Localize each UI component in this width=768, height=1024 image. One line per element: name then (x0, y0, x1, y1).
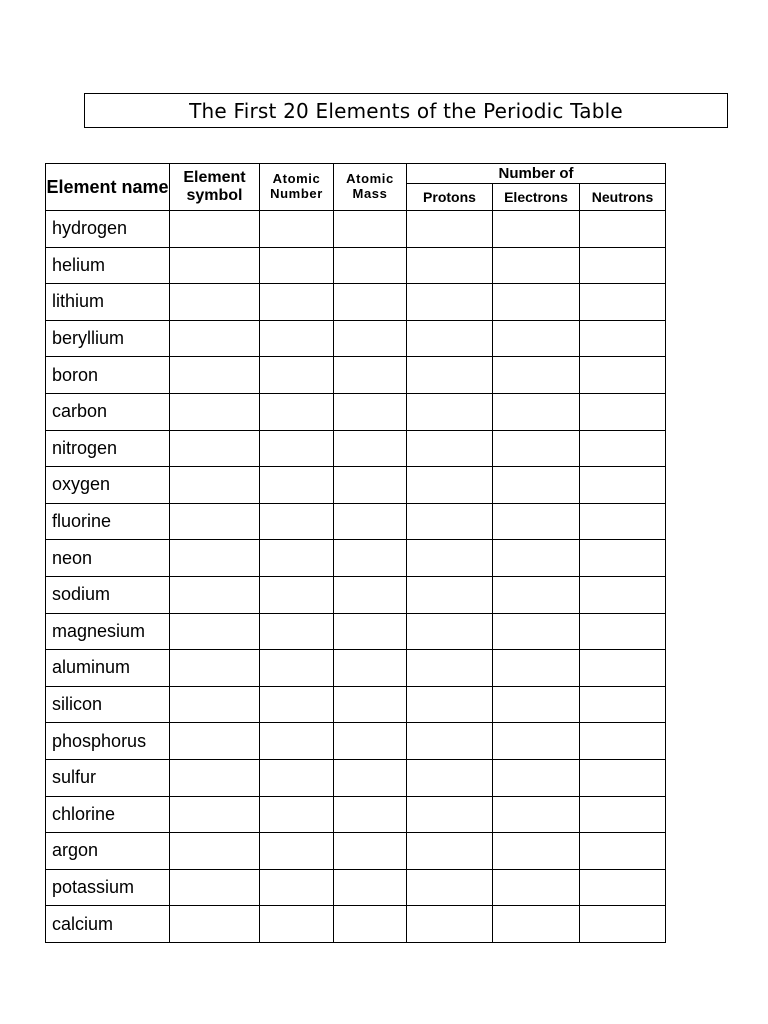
electrons-cell[interactable] (493, 430, 580, 467)
atomic-mass-cell[interactable] (334, 576, 407, 613)
neutrons-cell[interactable] (580, 467, 666, 504)
atomic-mass-cell[interactable] (334, 357, 407, 394)
neutrons-cell[interactable] (580, 723, 666, 760)
header-protons: Protons (407, 184, 493, 211)
protons-cell[interactable] (407, 357, 493, 394)
table-row (46, 357, 666, 394)
protons-cell[interactable] (407, 540, 493, 577)
atomic-mass-cell[interactable] (334, 869, 407, 906)
element-name-cell: silicon (46, 686, 170, 723)
electrons-cell[interactable] (493, 796, 580, 833)
element-name-cell: potassium (46, 869, 170, 906)
atomic-mass-cell[interactable] (334, 686, 407, 723)
table-row (46, 869, 666, 906)
symbol-cell[interactable] (170, 247, 260, 284)
electrons-cell[interactable] (493, 357, 580, 394)
table-row (46, 576, 666, 613)
electrons-cell[interactable] (493, 503, 580, 540)
atomic-number-cell[interactable] (260, 357, 334, 394)
electrons-cell[interactable] (493, 393, 580, 430)
atomic-mass-cell[interactable] (334, 833, 407, 870)
electrons-cell[interactable] (493, 723, 580, 760)
element-name-cell: nitrogen (46, 430, 170, 467)
atomic-mass-cell[interactable] (334, 906, 407, 943)
atomic-mass-cell[interactable] (334, 796, 407, 833)
electrons-cell[interactable] (493, 284, 580, 321)
element-name-cell: carbon (46, 393, 170, 430)
atomic-number-cell[interactable] (260, 503, 334, 540)
protons-cell[interactable] (407, 906, 493, 943)
header-element-name: Element name (46, 164, 170, 211)
atomic-mass-cell[interactable] (334, 503, 407, 540)
element-name-cell: sulfur (46, 759, 170, 796)
table-row (46, 686, 666, 723)
neutrons-cell[interactable] (580, 503, 666, 540)
neutrons-cell[interactable] (580, 540, 666, 577)
symbol-cell[interactable] (170, 467, 260, 504)
symbol-cell[interactable] (170, 650, 260, 687)
symbol-cell[interactable] (170, 869, 260, 906)
symbol-cell[interactable] (170, 503, 260, 540)
electrons-cell[interactable] (493, 576, 580, 613)
electrons-cell[interactable] (493, 906, 580, 943)
neutrons-cell[interactable] (580, 869, 666, 906)
protons-cell[interactable] (407, 650, 493, 687)
electrons-cell[interactable] (493, 540, 580, 577)
table-row (46, 759, 666, 796)
atomic-number-cell[interactable] (260, 906, 334, 943)
atomic-number-cell[interactable] (260, 247, 334, 284)
table-row (46, 613, 666, 650)
element-name-cell: chlorine (46, 796, 170, 833)
protons-cell[interactable] (407, 759, 493, 796)
atomic-mass-cell[interactable] (334, 320, 407, 357)
atomic-number-cell[interactable] (260, 393, 334, 430)
table-row (46, 833, 666, 870)
header-atomic-number: Atomic Number (260, 164, 334, 211)
protons-cell[interactable] (407, 247, 493, 284)
table-row (46, 284, 666, 321)
atomic-mass-cell[interactable] (334, 393, 407, 430)
header-number-of: Number of (407, 164, 666, 184)
atomic-number-cell[interactable] (260, 833, 334, 870)
atomic-number-cell[interactable] (260, 540, 334, 577)
table-row (46, 211, 666, 248)
electrons-cell[interactable] (493, 650, 580, 687)
element-name-cell: hydrogen (46, 211, 170, 248)
neutrons-cell[interactable] (580, 613, 666, 650)
element-name-cell: calcium (46, 906, 170, 943)
table-row (46, 247, 666, 284)
neutrons-cell[interactable] (580, 759, 666, 796)
header-electrons: Electrons (493, 184, 580, 211)
electrons-cell[interactable] (493, 833, 580, 870)
protons-cell[interactable] (407, 393, 493, 430)
neutrons-cell[interactable] (580, 320, 666, 357)
atomic-mass-cell[interactable] (334, 650, 407, 687)
neutrons-cell[interactable] (580, 393, 666, 430)
atomic-number-cell[interactable] (260, 320, 334, 357)
atomic-number-cell[interactable] (260, 686, 334, 723)
neutrons-cell[interactable] (580, 284, 666, 321)
neutrons-cell[interactable] (580, 211, 666, 248)
protons-cell[interactable] (407, 576, 493, 613)
protons-cell[interactable] (407, 211, 493, 248)
atomic-mass-cell[interactable] (334, 211, 407, 248)
element-name-cell: boron (46, 357, 170, 394)
table-row (46, 906, 666, 943)
element-name-cell: argon (46, 833, 170, 870)
atomic-number-cell[interactable] (260, 284, 334, 321)
atomic-mass-cell[interactable] (334, 759, 407, 796)
protons-cell[interactable] (407, 320, 493, 357)
symbol-cell[interactable] (170, 430, 260, 467)
symbol-cell[interactable] (170, 576, 260, 613)
table-row (46, 650, 666, 687)
protons-cell[interactable] (407, 869, 493, 906)
atomic-mass-cell[interactable] (334, 467, 407, 504)
atomic-number-cell[interactable] (260, 467, 334, 504)
table-row (46, 467, 666, 504)
table-row (46, 723, 666, 760)
neutrons-cell[interactable] (580, 906, 666, 943)
table-row (46, 320, 666, 357)
symbol-cell[interactable] (170, 211, 260, 248)
symbol-cell[interactable] (170, 833, 260, 870)
electrons-cell[interactable] (493, 247, 580, 284)
atomic-mass-cell[interactable] (334, 723, 407, 760)
symbol-cell[interactable] (170, 357, 260, 394)
atomic-number-cell[interactable] (260, 869, 334, 906)
symbol-cell[interactable] (170, 540, 260, 577)
symbol-cell[interactable] (170, 320, 260, 357)
elements-table (45, 163, 666, 943)
element-name-cell: magnesium (46, 613, 170, 650)
symbol-cell[interactable] (170, 284, 260, 321)
atomic-number-cell[interactable] (260, 650, 334, 687)
neutrons-cell[interactable] (580, 686, 666, 723)
protons-cell[interactable] (407, 613, 493, 650)
neutrons-cell[interactable] (580, 247, 666, 284)
atomic-number-cell[interactable] (260, 759, 334, 796)
electrons-cell[interactable] (493, 320, 580, 357)
atomic-mass-cell[interactable] (334, 247, 407, 284)
protons-cell[interactable] (407, 430, 493, 467)
neutrons-cell[interactable] (580, 650, 666, 687)
protons-cell[interactable] (407, 467, 493, 504)
neutrons-cell[interactable] (580, 576, 666, 613)
element-name-cell: fluorine (46, 503, 170, 540)
atomic-number-cell[interactable] (260, 613, 334, 650)
electrons-cell[interactable] (493, 211, 580, 248)
electrons-cell[interactable] (493, 467, 580, 504)
atomic-mass-cell[interactable] (334, 430, 407, 467)
element-name-cell: helium (46, 247, 170, 284)
table-row (46, 796, 666, 833)
table-row (46, 393, 666, 430)
electrons-cell[interactable] (493, 759, 580, 796)
atomic-number-cell[interactable] (260, 430, 334, 467)
neutrons-cell[interactable] (580, 357, 666, 394)
element-name-cell: aluminum (46, 650, 170, 687)
neutrons-cell[interactable] (580, 796, 666, 833)
electrons-cell[interactable] (493, 613, 580, 650)
table-row (46, 430, 666, 467)
atomic-number-cell[interactable] (260, 723, 334, 760)
electrons-cell[interactable] (493, 686, 580, 723)
header-element-symbol: Element symbol (170, 164, 260, 211)
worksheet-title: The First 20 Elements of the Periodic Table (84, 93, 728, 128)
table-row (46, 540, 666, 577)
protons-cell[interactable] (407, 723, 493, 760)
header-atomic-mass: Atomic Mass (334, 164, 407, 211)
neutrons-cell[interactable] (580, 430, 666, 467)
protons-cell[interactable] (407, 284, 493, 321)
element-name-cell: neon (46, 540, 170, 577)
atomic-number-cell[interactable] (260, 796, 334, 833)
atomic-mass-cell[interactable] (334, 284, 407, 321)
atomic-number-cell[interactable] (260, 211, 334, 248)
symbol-cell[interactable] (170, 723, 260, 760)
atomic-number-cell[interactable] (260, 576, 334, 613)
symbol-cell[interactable] (170, 686, 260, 723)
header-neutrons: Neutrons (580, 184, 666, 211)
element-name-cell: phosphorus (46, 723, 170, 760)
atomic-mass-cell[interactable] (334, 540, 407, 577)
symbol-cell[interactable] (170, 393, 260, 430)
neutrons-cell[interactable] (580, 833, 666, 870)
electrons-cell[interactable] (493, 869, 580, 906)
symbol-cell[interactable] (170, 796, 260, 833)
element-name-cell: lithium (46, 284, 170, 321)
protons-cell[interactable] (407, 503, 493, 540)
element-rows (46, 211, 666, 943)
symbol-cell[interactable] (170, 613, 260, 650)
protons-cell[interactable] (407, 796, 493, 833)
element-name-cell: oxygen (46, 467, 170, 504)
symbol-cell[interactable] (170, 906, 260, 943)
symbol-cell[interactable] (170, 759, 260, 796)
atomic-mass-cell[interactable] (334, 613, 407, 650)
protons-cell[interactable] (407, 833, 493, 870)
protons-cell[interactable] (407, 686, 493, 723)
element-name-cell: sodium (46, 576, 170, 613)
table-row (46, 503, 666, 540)
element-name-cell: beryllium (46, 320, 170, 357)
